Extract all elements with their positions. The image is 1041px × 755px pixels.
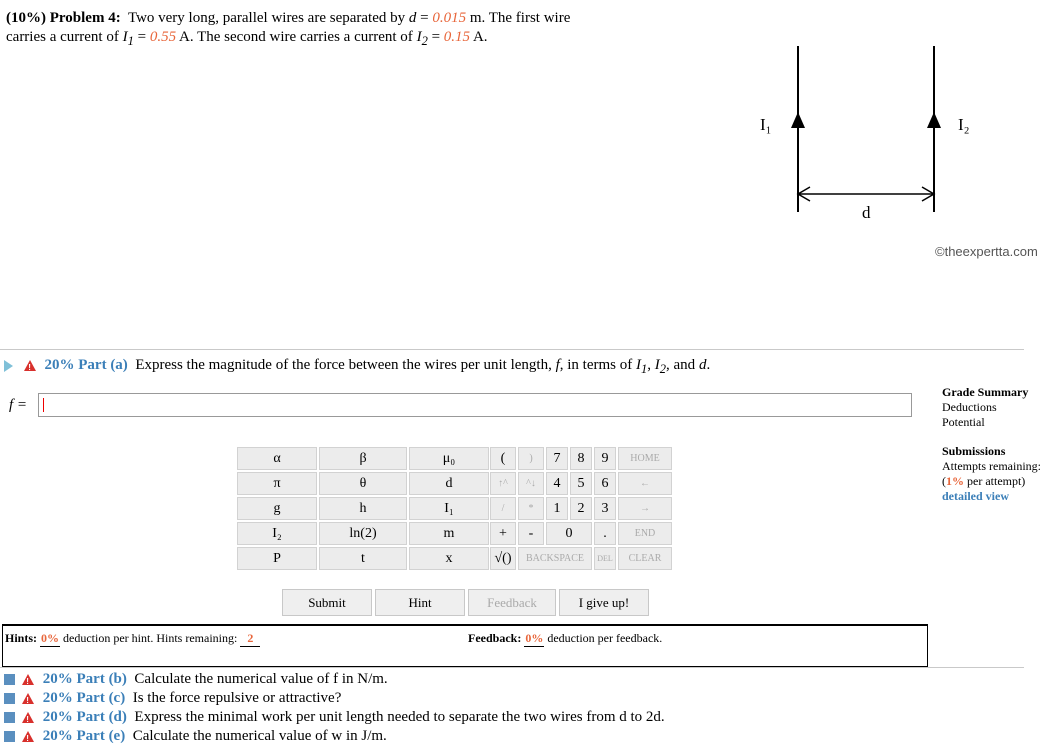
key-8[interactable]: 8 — [570, 447, 592, 470]
symbol-beta[interactable]: β — [319, 447, 407, 470]
part-a-i2-sub: 2 — [659, 362, 667, 376]
key-home[interactable]: HOME — [618, 447, 672, 470]
problem-weight: (10%) — [6, 10, 46, 26]
hints-info — [5, 631, 260, 647]
key-9[interactable]: 9 — [594, 447, 616, 470]
give-up-button[interactable]: I give up! — [559, 589, 649, 616]
hints-remaining: 2 — [240, 631, 260, 647]
part-c-row[interactable] — [4, 689, 665, 708]
part-e-text: Calculate the numerical value of w in J/m. — [132, 728, 387, 744]
part-a-text: Express the magnitude of the force between the wires per unit length, — [135, 357, 552, 373]
symbol-t[interactable]: t — [319, 547, 407, 570]
symbol-d[interactable]: d — [409, 472, 489, 495]
feedback-info — [468, 631, 662, 647]
part-a-percent: 20% — [44, 357, 75, 373]
part-d-row[interactable] — [4, 708, 665, 727]
problem-statement: (10%) Problem 4: Two very long, parallel wires are separated by d = 0.015 m. The first wire carries a current of $I_1 = 0.55$ A. The second wire carries a current of $I_2 = 0.15$ A. — [6, 10, 571, 48]
warning-icon — [23, 359, 37, 372]
part-a-f: f — [555, 357, 560, 373]
potential-label: Potential — [942, 415, 985, 429]
warning-icon — [21, 692, 35, 705]
key-minus[interactable]: - — [518, 522, 544, 545]
problem-text-1: Two very long, parallel wires are separated by — [127, 10, 406, 26]
part-e-percent: 20% — [42, 728, 73, 744]
submissions-title: Submissions — [942, 444, 1006, 458]
key-7[interactable]: 7 — [546, 447, 568, 470]
part-c-label: Part (c) — [76, 690, 126, 706]
svg-text:!: ! — [26, 734, 29, 744]
symbol-g[interactable]: g — [237, 497, 317, 520]
hint-button[interactable]: Hint — [375, 589, 465, 616]
key-backspace[interactable]: BACKSPACE — [518, 547, 592, 570]
collapsed-square-icon — [4, 712, 15, 723]
part-a-i1: I — [636, 357, 642, 373]
answer-label-text: f = — [9, 397, 28, 413]
svg-text:!: ! — [26, 677, 29, 687]
hints-feedback-bar — [2, 624, 928, 667]
d-value: 0.015 — [432, 10, 467, 26]
symbol-i1[interactable]: I₁ — [409, 497, 489, 520]
warning-icon — [21, 673, 35, 686]
key-plus[interactable]: + — [490, 522, 516, 545]
i2-sub: 2 — [421, 34, 428, 48]
hints-pct: 0% — [41, 631, 60, 645]
part-a-mid: , in terms of — [559, 357, 633, 373]
text-cursor — [43, 398, 44, 412]
symbol-h[interactable]: h — [319, 497, 407, 520]
key-3[interactable]: 3 — [594, 497, 616, 520]
problem-text-2: carries a current of — [6, 29, 119, 45]
key-right-arrow[interactable]: → — [618, 497, 672, 520]
d-unit: m. The first wire — [469, 10, 571, 26]
feedback-button[interactable]: Feedback — [468, 589, 556, 616]
i1-label: I₁ — [760, 115, 772, 134]
part-a-i1-sub: 1 — [641, 362, 648, 376]
feedback-pct: 0% — [525, 631, 544, 645]
symbol-theta[interactable]: θ — [319, 472, 407, 495]
problem-text-3: A. The second wire carries a current of — [179, 29, 413, 45]
key-superscript-up[interactable]: ↑^ — [490, 472, 516, 495]
answer-input[interactable] — [38, 393, 912, 417]
part-a-i2: I — [654, 357, 660, 373]
feedback-label: Feedback: — [468, 631, 522, 645]
key-open-paren[interactable]: ( — [490, 447, 516, 470]
part-e-label: Part (e) — [76, 728, 126, 744]
key-left-arrow[interactable]: ← — [618, 472, 672, 495]
d-symbol: d — [408, 10, 417, 26]
symbol-mu0[interactable]: μ₀ — [409, 447, 489, 470]
part-a-end: . — [706, 357, 711, 373]
svg-text:!: ! — [28, 363, 31, 373]
part-a-d: d — [698, 357, 707, 373]
svg-text:!: ! — [26, 715, 29, 725]
submit-button[interactable]: Submit — [282, 589, 372, 616]
per-attempt-pct: 1% — [946, 474, 964, 488]
key-clear[interactable]: CLEAR — [618, 547, 672, 570]
warning-icon — [21, 730, 35, 743]
symbol-alpha[interactable]: α — [237, 447, 317, 470]
key-dot[interactable]: . — [594, 522, 616, 545]
part-b-text: Calculate the numerical value of f in N/m. — [134, 671, 388, 687]
part-c-percent: 20% — [42, 690, 73, 706]
unit-a: A. — [472, 29, 488, 45]
attempts-label: Attempts remaining: — [942, 459, 1041, 473]
keypad — [488, 445, 674, 572]
key-sqrt[interactable]: √() — [490, 547, 516, 570]
detailed-view-link[interactable]: detailed view — [942, 489, 1009, 503]
i2-label: I₂ — [958, 115, 970, 134]
key-close-paren[interactable]: ) — [518, 447, 544, 470]
wire-2-arrow-icon — [927, 112, 941, 128]
answer-label — [9, 397, 27, 414]
key-1[interactable]: 1 — [546, 497, 568, 520]
key-5[interactable]: 5 — [570, 472, 592, 495]
part-b-percent: 20% — [42, 671, 73, 687]
collapsed-square-icon — [4, 731, 15, 742]
key-multiply[interactable]: * — [518, 497, 544, 520]
deductions-label: Deductions — [942, 400, 997, 414]
key-subscript-down[interactable]: ^↓ — [518, 472, 544, 495]
wires-figure — [740, 40, 1038, 270]
other-parts-list — [4, 670, 665, 746]
collapsed-square-icon — [4, 674, 15, 685]
watermark: ©theexpertta.com — [935, 244, 1038, 259]
part-b-label: Part (b) — [76, 671, 127, 687]
problem-label: Problem 4: — [49, 10, 121, 26]
part-a-label: Part (a) — [78, 357, 128, 373]
feedback-text: deduction per feedback. — [547, 631, 663, 645]
i1-value: 0.55 — [149, 29, 177, 45]
i2-value: 0.15 — [443, 29, 471, 45]
part-c-text: Is the force repulsive or attractive? — [132, 690, 342, 706]
part-a-header: ! 20% Part (a) Express the magnitude of the force between the wires per unit length, f, in terms of $I_1$, $I_2$, and d. — [4, 357, 710, 377]
symbol-ln2[interactable]: ln(2) — [319, 522, 407, 545]
i1-sub: 1 — [127, 34, 134, 48]
symbol-pad — [235, 445, 491, 572]
collapsed-square-icon — [4, 693, 15, 704]
divider — [0, 349, 1024, 350]
warning-icon — [21, 711, 35, 724]
grade-summary: Grade Summary Deductions Potential Submissions Attempts remaining: (1% per attempt) detailed view — [942, 385, 1041, 503]
part-d-label: Part (d) — [76, 709, 127, 725]
expand-triangle-icon[interactable] — [4, 360, 13, 372]
key-0[interactable]: 0 — [546, 522, 592, 545]
hints-text: deduction per hint. Hints remaining: — [63, 631, 238, 645]
key-del[interactable]: DEL — [594, 547, 616, 570]
hints-label: Hints: — [5, 631, 38, 645]
key-6[interactable]: 6 — [594, 472, 616, 495]
part-e-row[interactable] — [4, 727, 665, 746]
i1-symbol: I — [122, 29, 128, 45]
grade-summary-title: Grade Summary — [942, 385, 1029, 399]
key-end[interactable]: END — [618, 522, 672, 545]
part-a-and: , and — [666, 357, 696, 373]
key-4[interactable]: 4 — [546, 472, 568, 495]
per-attempt-label: per attempt) — [967, 474, 1026, 488]
symbol-p[interactable]: P — [237, 547, 317, 570]
key-divide[interactable]: / — [490, 497, 516, 520]
i2-symbol: I — [416, 29, 422, 45]
part-d-percent: 20% — [42, 709, 73, 725]
symbol-pi[interactable]: π — [237, 472, 317, 495]
symbol-x[interactable]: x — [409, 547, 489, 570]
d-label: d — [862, 203, 871, 222]
wire-1-arrow-icon — [791, 112, 805, 128]
divider-2 — [0, 667, 1024, 668]
svg-text:!: ! — [26, 696, 29, 706]
part-d-text: Express the minimal work per unit length needed to separate the two wires from d to 2d. — [134, 709, 665, 725]
symbol-m[interactable]: m — [409, 522, 489, 545]
part-b-row[interactable] — [4, 670, 665, 689]
key-2[interactable]: 2 — [570, 497, 592, 520]
symbol-i2[interactable]: I₂ — [237, 522, 317, 545]
